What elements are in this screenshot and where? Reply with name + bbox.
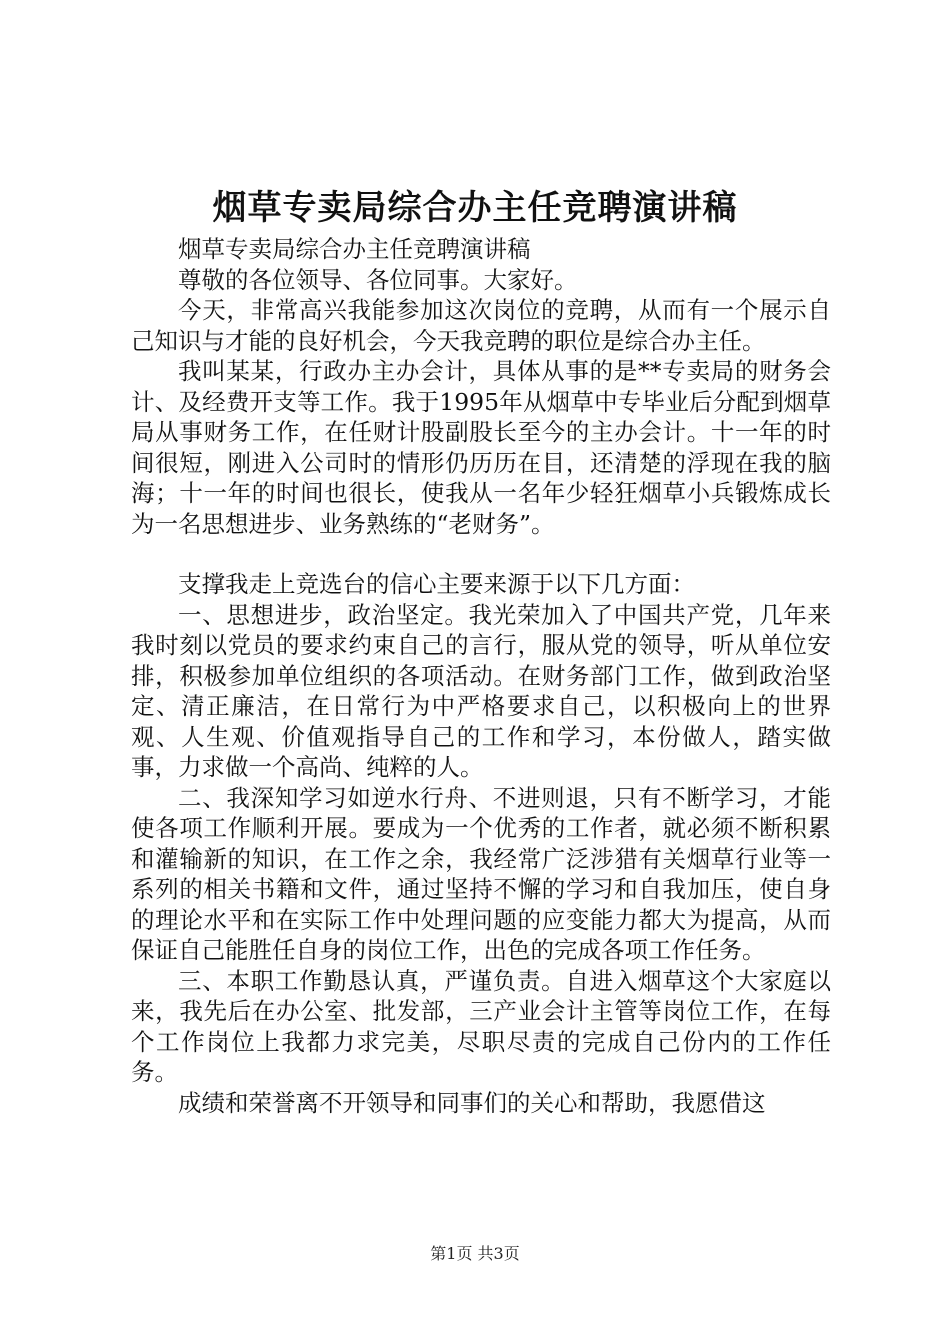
- document-title: 烟草专卖局综合办主任竞聘演讲稿: [212, 188, 738, 228]
- paragraph-heading-repeat: 烟草专卖局综合办主任竞聘演讲稿: [178, 235, 531, 263]
- paragraph-intro: 今天，非常高兴我能参加这次岗位的竞聘，从而有一个展示自己知识与才能的良好机会，今天我竞聘的职位是综合办主任。: [131, 296, 831, 355]
- page-footer: 第1页 共3页: [430, 1244, 520, 1263]
- document-body: [131, 234, 831, 1118]
- paragraph-point-one: 一、思想进步，政治坚定。我光荣加入了中国共产党，几年来我时刻以党员的要求约束自己的言行，服从党的领导，听从单位安排，积极参加单位组织的各项活动。在财务部门工作，做到政治坚定、清正廉洁，在日常行为中严格要求自己，以积极向上的世界观、人生观、价值观指导自己的工作和学习，本份做人，踏实做事，力求做一个高尚、纯粹的人。: [131, 600, 831, 781]
- paragraph-self-introduction: 我叫某某，行政办主办会计，具体从事的是**专卖局的财务会计、及经费开支等工作。我于1995年从烟草中专毕业后分配到烟草局从事财务工作，在任财计股副股长至今的主办会计。十一年的时间很短，刚进入公司时的情形仍历历在目，还清楚的浮现在我的脑海；十一年的时间也很长，使我从一名年少轻狂烟草小兵锻炼成长为一名思想进步、业务熟练的“老财务”。: [131, 357, 831, 538]
- paragraph-closing-start: 成绩和荣誉离不开领导和同事们的关心和帮助，我愿借这: [178, 1088, 766, 1117]
- paragraph-point-two: 二、我深知学习如逆水行舟、不进则退，只有不断学习，才能使各项工作顺利开展。要成为一个优秀的工作者，就必须不断积累和灌输新的知识，在工作之余，我经常广泛涉猎有关烟草行业等一系列的相关书籍和文件，通过坚持不懈的学习和自我加压，使自身的理论水平和在实际工作中处理问题的应变能力都大为提高，从而保证自己能胜任自身的岗位工作，出色的完成各项工作任务。: [131, 783, 831, 964]
- paragraph-greeting: 尊敬的各位领导、各位同事。大家好。: [178, 265, 578, 294]
- paragraph-confidence-sources: 支撑我走上竞选台的信心主要来源于以下几方面：: [178, 570, 695, 598]
- paragraph-point-three: 三、本职工作勤恳认真，严谨负责。自进入烟草这个大家庭以来，我先后在办公室、批发部，三产业会计主管等岗位工作，在每个工作岗位上我都力求完美，尽职尽责的完成自己份内的工作任务。: [131, 966, 831, 1086]
